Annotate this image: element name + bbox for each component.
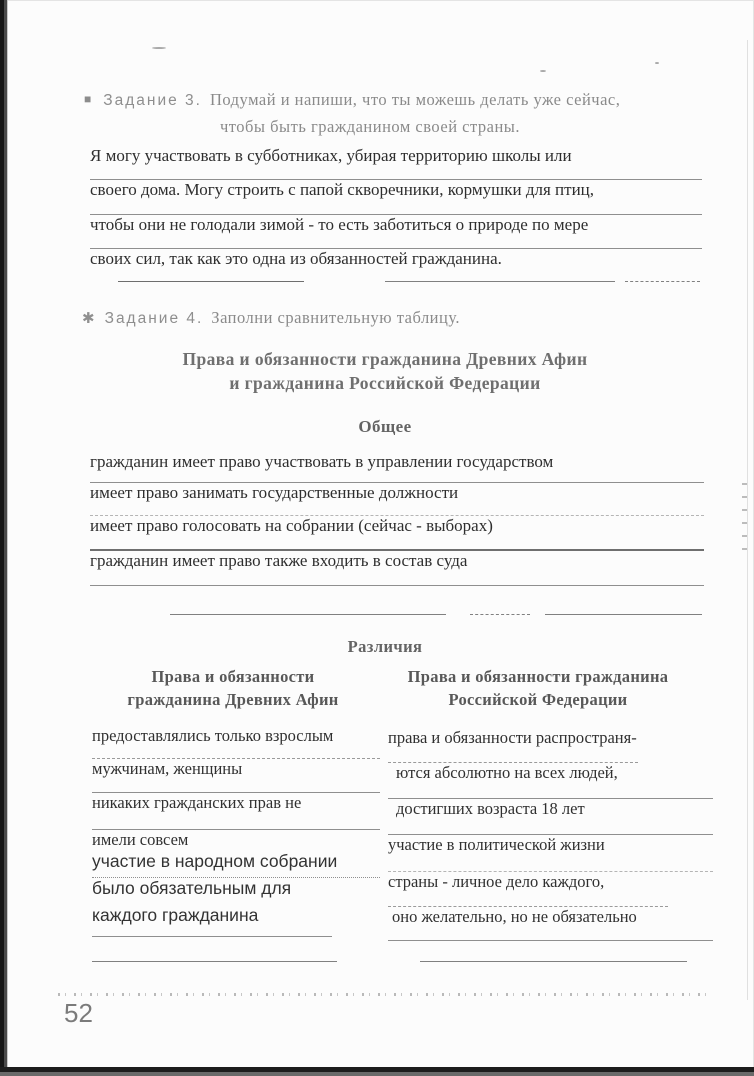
left-column-header-line2: гражданина Древних Афин	[127, 690, 339, 709]
task3-prompt-line1: Подумай и напиши, что ты можешь делать уже сейчас,	[209, 90, 621, 109]
right-column-header-line1: Права и обязанности гражданина	[407, 667, 669, 686]
task3-label: Задание 3.	[103, 92, 202, 109]
common-rows	[90, 452, 704, 586]
scan-edge-left	[0, 0, 8, 1076]
table-title-line2: и гражданина Российской Федерации	[229, 373, 541, 393]
page-number: 52	[64, 998, 93, 1028]
right-cell: ются абсолютно на всех людей,	[388, 763, 713, 799]
left-cell: имели совсем	[92, 830, 189, 849]
left-cell: предоставлялись только взрослым	[92, 726, 380, 759]
task3-prompt-line2: чтобы быть гражданином своей страны.	[219, 117, 521, 136]
left-cell-sans: участие в народном собрании	[92, 851, 380, 878]
answer-line: чтобы они не голодали зимой - то есть заботиться о природе по мере	[90, 215, 702, 249]
right-column	[388, 728, 713, 941]
left-column-header	[88, 665, 378, 711]
scan-noise-mark	[152, 47, 166, 49]
task4-header	[82, 308, 460, 328]
common-row: имеет право голосовать на собрании (сейчас - выборах)	[90, 516, 704, 551]
left-cell: мужчинам, женщины	[92, 759, 380, 793]
scan-edge-right	[747, 40, 748, 1000]
scan-noise-dashes	[742, 483, 747, 561]
answer-line: своих сил, так как это одна из обязанностей гражданина.	[90, 249, 502, 268]
common-heading: Общее	[358, 417, 412, 436]
scan-edge-bottom	[0, 1067, 754, 1076]
common-row: гражданин имеет право также входить в состав суда	[90, 551, 704, 586]
right-cell: достигших возраста 18 лет	[388, 799, 713, 835]
scan-noise-mark	[655, 62, 659, 64]
scan-noise-strip	[58, 993, 706, 996]
scan-noise-mark	[540, 70, 546, 72]
right-column-header	[378, 665, 698, 711]
answer-line: своего дома. Могу строить с папой скворечники, кормушки для птиц,	[90, 180, 702, 215]
differences-heading: Различия	[347, 637, 423, 656]
table-title-line1: Права и обязанности гражданина Древних Афин	[182, 349, 588, 369]
asterisk-bullet-icon: ✱	[82, 310, 95, 327]
left-cell-sans: было обязательным для	[92, 878, 292, 898]
task4-label: Задание 4.	[104, 310, 204, 327]
task3-header	[84, 90, 620, 110]
left-cell: никаких гражданских прав не	[92, 793, 380, 830]
right-column-header-line2: Российской Федерации	[448, 690, 628, 709]
left-column-header-line1: Права и обязанности	[151, 667, 315, 686]
left-column	[92, 726, 380, 937]
right-cell: права и обязанности распространя-	[388, 728, 638, 763]
left-cell-sans: каждого гражданина	[92, 905, 332, 937]
right-cell: оно желательно, но не обязательно	[388, 907, 713, 941]
square-bullet-icon: ■	[84, 92, 92, 107]
answer-line: Я могу участвовать в субботниках, убирая территорию школы или	[90, 146, 702, 180]
task3-answers	[90, 146, 702, 279]
common-row: имеет право занимать государственные должности	[90, 483, 704, 516]
right-cell: участие в политической жизни	[388, 835, 713, 872]
right-cell: страны - личное дело каждого,	[388, 872, 668, 907]
task4-prompt: Заполни сравнительную таблицу.	[211, 308, 461, 327]
common-row: гражданин имеет право участвовать в управлении государством	[90, 452, 704, 483]
